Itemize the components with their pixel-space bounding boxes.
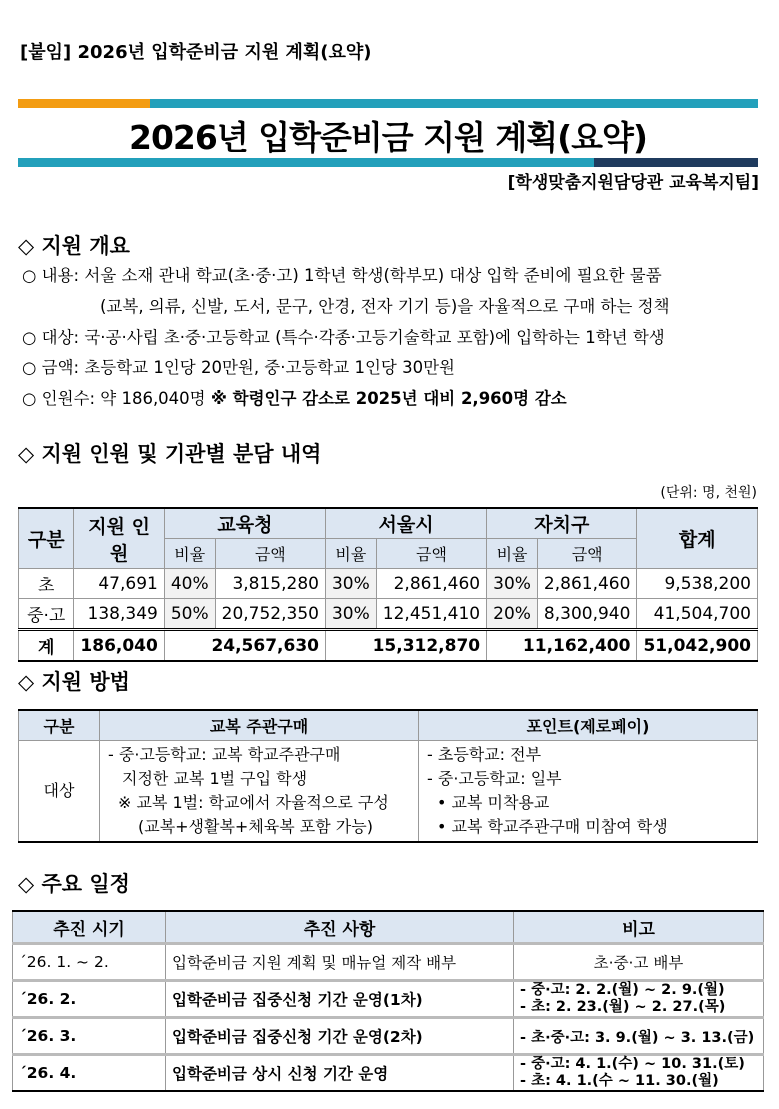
cell [514, 981, 764, 1018]
cell: ´26. 4. [13, 1055, 166, 1092]
section-heading-schedule: ◇ 주요 일정 [18, 872, 130, 896]
cell [419, 741, 758, 843]
method-table [18, 709, 758, 843]
title-bar-bottom-teal [18, 158, 594, 167]
cell [100, 741, 419, 843]
overview-item [22, 385, 567, 409]
text-line: • 교복 학교주관구매 미참여 학생 [437, 817, 668, 836]
cell: ´26. 2. [13, 981, 166, 1018]
department: [학생맞춤지원담당관 교육복지팀] [507, 173, 759, 193]
cell: 186,040 [74, 630, 164, 662]
cell: - 초·중·고: 3. 9.(월) ~ 3. 13.(금) [514, 1018, 764, 1055]
title-bar-top-orange [18, 99, 150, 108]
col-district: 자치구 [487, 508, 637, 539]
col-amount: 금액 [537, 539, 637, 569]
cell: 입학준비금 상시 신청 기간 운영 [166, 1055, 514, 1092]
cell: 24,567,630 [164, 630, 325, 662]
text-line: - 중·고등학교: 일부 [427, 769, 562, 788]
note-line: - 중·고: 2. 2.(월) ~ 2. 9.(월) [520, 982, 725, 998]
overview-item: ○ 내용: 서울 소재 관내 학교(초·중·고) 1학년 학생(학부모) 대상 입학 준비에 필요한 물품 [22, 266, 662, 285]
cell: 15,312,870 [325, 630, 486, 662]
cell: 2,861,460 [537, 569, 637, 599]
note-line: - 초: 4. 1.(수 ~ 11. 30.(월) [520, 1073, 719, 1089]
table-row [13, 1018, 764, 1055]
text-line: ※ 교복 1벌: 학교에서 자율적으로 구성 [118, 793, 389, 812]
col-ratio: 비율 [487, 539, 538, 569]
cell: 138,349 [74, 599, 164, 630]
table-row [19, 569, 758, 599]
cell: 47,691 [74, 569, 164, 599]
cell: 초 [19, 569, 74, 599]
page-title: 2026년 입학준비금 지원 계획(요약) [128, 118, 647, 157]
col-ratio: 비율 [164, 539, 215, 569]
cell: 11,162,400 [487, 630, 637, 662]
col-ratio: 비율 [325, 539, 376, 569]
col-seoul: 서울시 [325, 508, 486, 539]
attachment-label: [붙임] 2026년 입학준비금 지원 계획(요약) [20, 42, 372, 63]
col-header: 비고 [514, 911, 764, 944]
cell: 51,042,900 [637, 630, 758, 662]
cell: 41,504,700 [637, 599, 758, 630]
col-category: 구분 [19, 508, 74, 569]
cell: 계 [19, 630, 74, 662]
text-line: - 초등학교: 전부 [427, 745, 542, 764]
cell: 20,752,350 [215, 599, 325, 630]
table-row [19, 599, 758, 630]
section-heading-method: ◇ 지원 방법 [18, 670, 130, 694]
text-line: 지정한 교복 1벌 구입 학생 [122, 769, 308, 788]
unit-label: (단위: 명, 천원) [660, 485, 757, 501]
col-people: 지원 인원 [74, 508, 164, 569]
cell: 30% [325, 569, 376, 599]
cell: 8,300,940 [537, 599, 637, 630]
col-header: 교복 주관구매 [100, 710, 419, 741]
cell: ´26. 3. [13, 1018, 166, 1055]
text-line: - 중·고등학교: 교복 학교주관구매 [108, 745, 341, 764]
cell: 초·중·고 배부 [514, 944, 764, 981]
cell: 30% [325, 599, 376, 630]
cell: 20% [487, 599, 538, 630]
funding-table [18, 507, 758, 662]
cell [514, 1055, 764, 1092]
col-total: 합계 [637, 508, 758, 569]
cell: 입학준비금 집중신청 기간 운영(1차) [166, 981, 514, 1018]
table-row [13, 981, 764, 1018]
total-row [19, 630, 758, 662]
cell: 30% [487, 569, 538, 599]
cell: 3,815,280 [215, 569, 325, 599]
headcount-note: ※ 학령인구 감소로 2025년 대비 2,960명 감소 [210, 389, 567, 408]
cell: 9,538,200 [637, 569, 758, 599]
col-amount: 금액 [376, 539, 486, 569]
overview-item: ○ 금액: 초등학교 1인당 20만원, 중·고등학교 1인당 30만원 [22, 358, 455, 377]
cell: 12,451,410 [376, 599, 486, 630]
cell: 중·고 [19, 599, 74, 630]
col-header: 추진 시기 [13, 911, 166, 944]
section-heading-overview: ◇ 지원 개요 [18, 234, 130, 258]
cell: 50% [164, 599, 215, 630]
cell: 2,861,460 [376, 569, 486, 599]
col-amount: 금액 [215, 539, 325, 569]
table-row [19, 741, 758, 843]
title-bar-top-teal [150, 99, 758, 108]
table-row [13, 944, 764, 981]
cell: ´26. 1. ~ 2. [13, 944, 166, 981]
note-line: - 중·고: 4. 1.(수) ~ 10. 31.(토) [520, 1056, 745, 1072]
title-bar-bottom-navy [594, 158, 758, 167]
col-header: 구분 [19, 710, 100, 741]
overview-item: ○ 대상: 국·공·사립 초·중·고등학교 (특수·각종·고등기술학교 포함)에 입학하는 1학년 학생 [22, 328, 665, 347]
note-line: - 초: 2. 23.(월) ~ 2. 27.(목) [520, 999, 726, 1015]
cell: 40% [164, 569, 215, 599]
overview-item: (교복, 의류, 신발, 도서, 문구, 안경, 전자 기기 등)을 자율적으로 구매 하는 정책 [100, 297, 670, 316]
col-header: 추진 사항 [166, 911, 514, 944]
schedule-table [12, 910, 764, 1092]
text-line: (교복+생활복+체육복 포함 가능) [138, 817, 373, 836]
text-line: • 교복 미착용교 [437, 793, 550, 812]
cell: 대상 [19, 741, 100, 843]
cell: 입학준비금 지원 계획 및 매뉴얼 제작 배부 [166, 944, 514, 981]
table-row [13, 1055, 764, 1092]
headcount: ○ 인원수: 약 186,040명 [22, 389, 206, 408]
col-header: 포인트(제로페이) [419, 710, 758, 741]
col-edu: 교육청 [164, 508, 325, 539]
section-heading-funding: ◇ 지원 인원 및 기관별 분담 내역 [18, 442, 322, 466]
cell: 입학준비금 집중신청 기간 운영(2차) [166, 1018, 514, 1055]
